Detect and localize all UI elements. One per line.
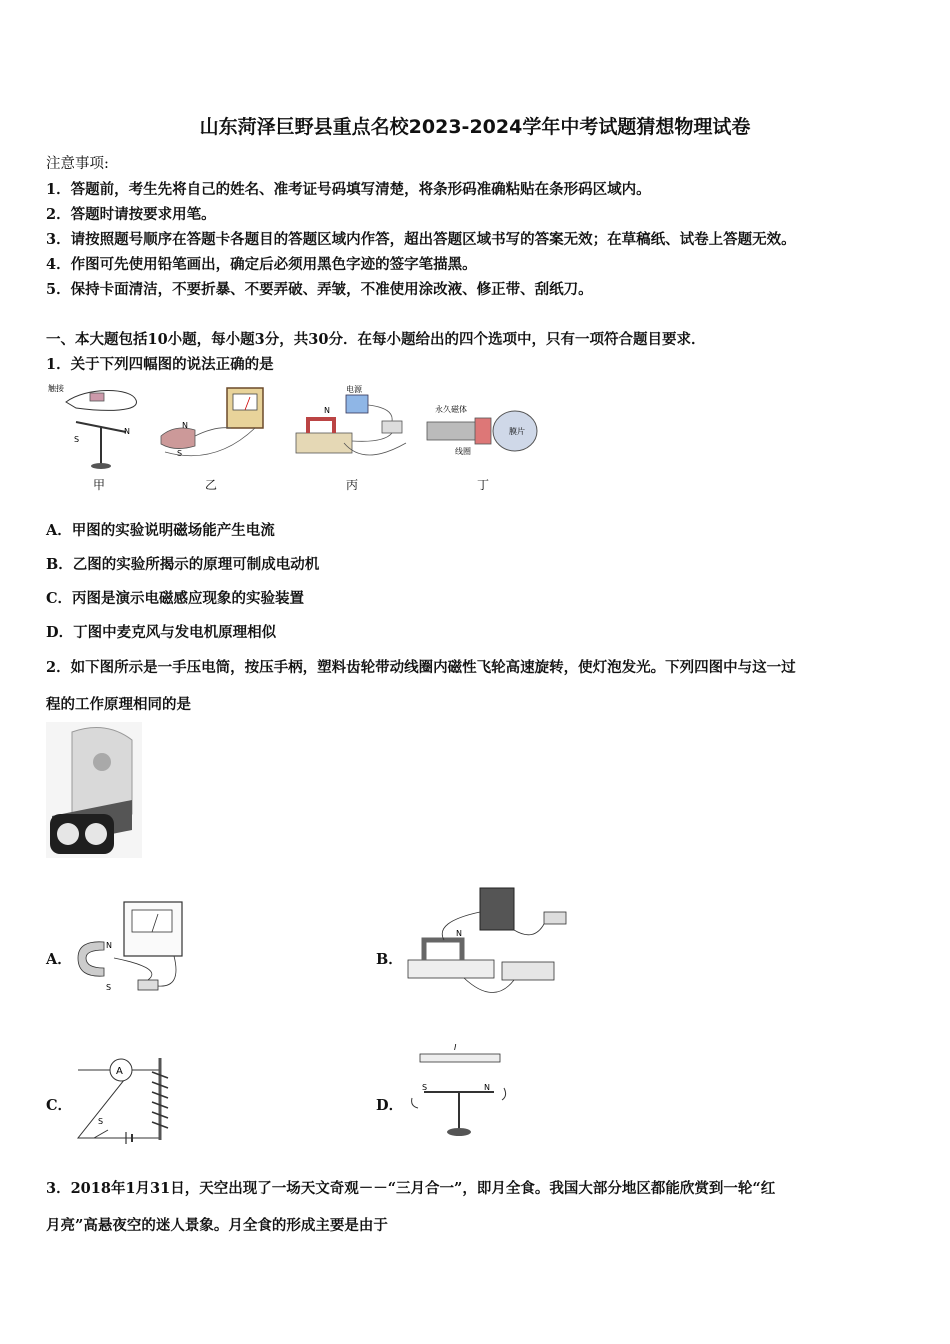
- q3-stem-line1: 3．2018年1月31日，天空出现了一场天文奇观－－“三月合一”，即月全食。我国大部分地区都能欣赏到一轮“红: [46, 1180, 776, 1197]
- svg-text:A: A: [116, 1066, 123, 1077]
- svg-text:S: S: [74, 435, 80, 444]
- svg-text:N: N: [106, 941, 112, 950]
- q2-figure-a: [74, 898, 186, 1004]
- notice-item-5: 5．保持卡面清洁，不要折暴、不要弄破、弄皱，不准使用涂改液、修正带、刮纸刀。: [46, 281, 593, 298]
- power-label: 电源: [346, 385, 362, 394]
- section-heading: 一、本大题包括10小题，每小题3分，共30分．在每小题给出的四个选项中，只有一项符合题目要求．: [46, 331, 706, 348]
- svg-text:S: S: [106, 983, 112, 992]
- q2-stem-line1: 2．如下图所示是一手压电筒，按压手柄，塑料齿轮带动线圈内磁性飞轮高速旋转，使灯泡发光。下列四图中与这一过: [46, 659, 796, 676]
- svg-text:N: N: [182, 421, 188, 430]
- notice-heading: 注意事项:: [46, 156, 109, 172]
- q2-option-d[interactable]: D．: [376, 1097, 404, 1114]
- touch-label: 触接: [48, 384, 64, 393]
- q1-label-yi: 乙: [205, 478, 218, 492]
- q1-option-c[interactable]: C．丙图是演示电磁感应现象的实验装置: [46, 590, 305, 607]
- q1-stem: 1．关于下列四幅图的说法正确的是: [46, 356, 274, 373]
- page-title: 山东菏泽巨野县重点名校2023-2024学年中考试题猜想物理试卷: [199, 116, 751, 138]
- svg-text:N: N: [456, 929, 462, 938]
- svg-text:I: I: [454, 1043, 457, 1052]
- q2-figure-c: [74, 1048, 180, 1144]
- q2-option-c[interactable]: C．: [46, 1097, 73, 1114]
- q1-option-d[interactable]: D．丁图中麦克风与发电机原理相似: [46, 624, 277, 641]
- coil-label: 线圈: [455, 447, 471, 456]
- q1-option-a[interactable]: A．甲图的实验说明磁场能产生电流: [46, 522, 275, 539]
- svg-text:S: S: [422, 1083, 428, 1092]
- notice-item-2: 2．答题时请按要求用笔。: [46, 206, 216, 223]
- svg-text:S: S: [177, 449, 183, 458]
- svg-text:S: S: [98, 1117, 104, 1126]
- q1-label-ding: 丁: [477, 478, 490, 492]
- q1-figure-ding: [425, 402, 543, 460]
- q2-figure-b: [404, 882, 582, 1006]
- notice-item-4: 4．作图可先使用铅笔画出，确定后必须用黑色字迹的签字笔描黑。: [46, 256, 477, 273]
- permanent-magnet-label: 永久磁体: [435, 405, 467, 414]
- q1-label-bing: 丙: [346, 478, 359, 492]
- q2-option-a[interactable]: A．: [46, 951, 72, 968]
- q1-figure-jia: [46, 382, 146, 474]
- notice-item-3: 3．请按照题号顺序在答题卡各题目的答题区域内作答，超出答题区域书写的答案无效；在草稿纸、试卷上答题无效。: [46, 231, 796, 248]
- svg-text:N: N: [484, 1083, 490, 1092]
- svg-text:N: N: [124, 427, 130, 436]
- diaphragm-label: 膜片: [509, 427, 525, 436]
- q1-option-b[interactable]: B．乙图的实验所揭示的原理可制成电动机: [46, 556, 320, 573]
- q2-figure-d: [404, 1040, 512, 1144]
- q1-figure-bing: [294, 383, 410, 461]
- q1-figure-yi: [155, 386, 267, 466]
- flashlight-photo: [46, 722, 142, 858]
- q2-stem-line2: 程的工作原理相同的是: [46, 696, 191, 713]
- notice-item-1: 1．答题前，考生先将自己的姓名、准考证号码填写清楚，将条形码准确粘贴在条形码区域内。: [46, 181, 651, 198]
- q1-label-jia: 甲: [93, 478, 106, 492]
- q3-stem-line2: 月亮”高悬夜空的迷人景象。月全食的形成主要是由于: [46, 1217, 388, 1234]
- q2-option-b[interactable]: B．: [376, 951, 403, 968]
- svg-text:N: N: [324, 406, 330, 415]
